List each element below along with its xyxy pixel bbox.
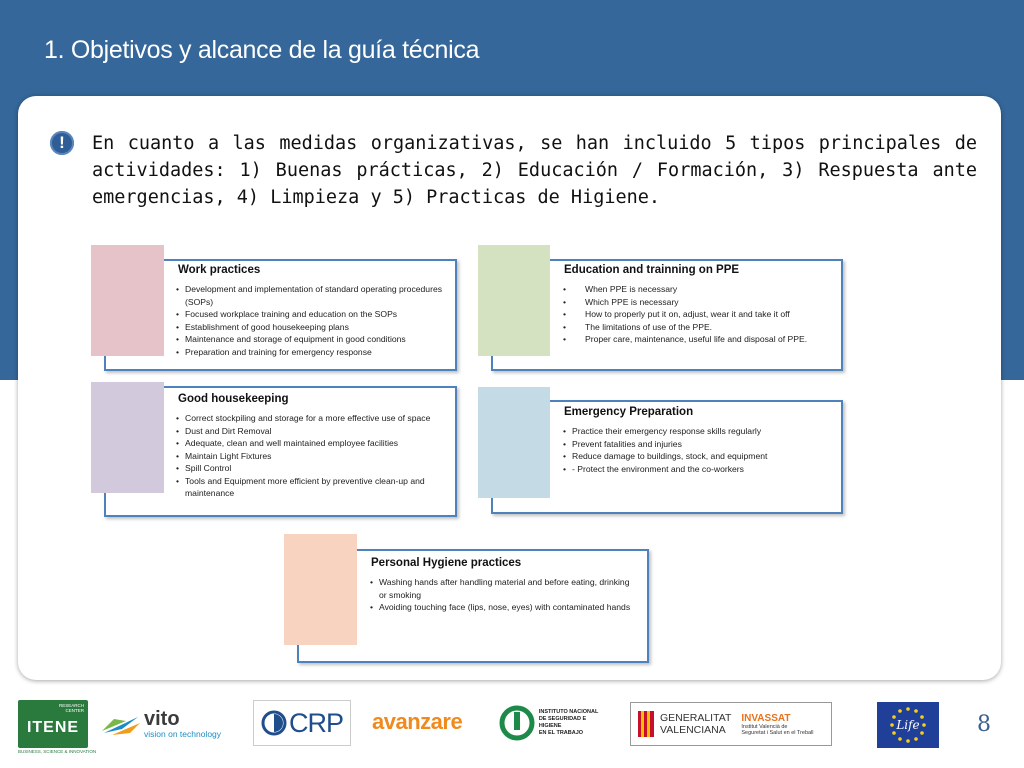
list-item: • Avoiding touching face (lips, nose, eyes) with contaminated hands: [370, 601, 638, 614]
education-ppe-list: [563, 283, 835, 346]
list-item: • Adequate, clean and well maintained employee facilities: [176, 437, 446, 450]
personal-hygiene-list: [370, 576, 638, 614]
vito-swoosh-icon: [100, 709, 142, 739]
footer-logos: [0, 692, 1024, 768]
itene-name: ITENE: [26, 719, 80, 736]
avanzare-logo: [372, 708, 488, 736]
education-ppe-swatch: [478, 245, 550, 356]
crp-name: CRP: [288, 707, 343, 738]
work-practices-title: Work practices: [178, 264, 261, 276]
list-item: • Preparation and training for emergency response: [176, 346, 446, 359]
list-item: • Prevent fatalities and injuries: [563, 438, 835, 451]
list-item: • Practice their emergency response skills regularly: [563, 425, 835, 438]
list-item: • The limitations of use of the PPE.: [563, 321, 835, 334]
vito-name: vito: [144, 708, 180, 730]
list-item: • Development and implementation of standard operating procedures (SOPs): [176, 283, 446, 308]
list-item: • Maintain Light Fixtures: [176, 450, 446, 463]
emergency-preparation-list: [563, 425, 835, 475]
work-practices-swatch: [91, 245, 164, 356]
list-item: • Washing hands after handling material and before eating, drinking or smoking: [370, 576, 638, 601]
list-item: • Which PPE is necessary: [563, 296, 835, 309]
avanzare-name: avanzare: [372, 709, 463, 734]
list-item: • How to properly put it on, adjust, wear it and take it off: [563, 308, 835, 321]
itene-small-text-1: RESEARCH: [58, 703, 84, 708]
generalitat-invassat-logo: [630, 702, 832, 746]
list-item: • Spill Control: [176, 462, 446, 475]
insht-emblem-icon: [498, 704, 536, 742]
itene-logo: [18, 700, 97, 754]
list-item: • Proper care, maintenance, useful life and disposal of PPE.: [563, 333, 835, 346]
invassat-line-1: Institut Valencià de: [741, 723, 788, 730]
exclamation-icon: !: [50, 131, 74, 155]
crp-logo: [253, 700, 351, 746]
list-item: • Establishment of good housekeeping plans: [176, 321, 446, 334]
list-item: • Tools and Equipment more efficient by preventive clean-up and maintenance: [176, 475, 446, 500]
insht-line-1: INSTITUTO NACIONAL: [538, 709, 599, 715]
itene-tagline: BUSINESS, SCIENCE & INNOVATION: [18, 749, 97, 754]
emergency-preparation-title: Emergency Preparation: [564, 406, 694, 418]
good-housekeeping-list: [176, 412, 446, 500]
good-housekeeping-title: Good housekeeping: [178, 393, 289, 405]
emergency-preparation-swatch: [478, 387, 550, 498]
insht-line-2: DE SEGURIDAD E HIGIENE: [538, 716, 587, 729]
page-number: 8: [977, 712, 991, 737]
good-housekeeping-swatch: [91, 382, 164, 493]
personal-hygiene-title: Personal Hygiene practices: [371, 557, 522, 569]
insht-logo: [498, 702, 610, 744]
eu-life-logo: [877, 702, 939, 748]
list-item: • Reduce damage to buildings, stock, and equipment: [563, 450, 835, 463]
vito-logo: [100, 706, 236, 742]
insht-line-3: EN EL TRABAJO: [538, 730, 584, 736]
intro-paragraph: En cuanto a las medidas organizativas, se han incluido 5 tipos principales de actividades: 1) Buenas prácticas, 2) Educación / Formación, 3) Respuesta ante emergencias, 4) Limpieza y 5) Practicas de Higiene.: [92, 133, 977, 208]
gva-crest-icon: [635, 707, 657, 741]
gva-line-2: VALENCIANA: [660, 724, 726, 736]
list-item: • Dust and Dirt Removal: [176, 425, 446, 438]
list-item: • Maintenance and storage of equipment in good conditions: [176, 333, 446, 346]
vito-tagline: vision on technology: [144, 729, 222, 739]
list-item: • - Protect the environment and the co-workers: [563, 463, 835, 476]
personal-hygiene-swatch: [284, 534, 357, 645]
invassat-line-2: Seguretat i Salut en el Treball: [741, 729, 814, 736]
work-practices-list: [176, 283, 446, 358]
invassat-name: INVASSAT: [741, 712, 791, 724]
list-item: • Focused workplace training and education on the SOPs: [176, 308, 446, 321]
list-item: • When PPE is necessary: [563, 283, 835, 296]
crp-emblem-icon: [261, 710, 287, 736]
itene-small-text-2: CENTER: [65, 708, 84, 713]
list-item: • Correct stockpiling and storage for a more effective use of space: [176, 412, 446, 425]
page-title: 1. Objetivos y alcance de la guía técnica: [44, 36, 480, 64]
education-ppe-title: Education and trainning on PPE: [564, 264, 740, 276]
gva-line-1: GENERALITAT: [660, 712, 732, 724]
life-name: Life: [896, 718, 920, 732]
